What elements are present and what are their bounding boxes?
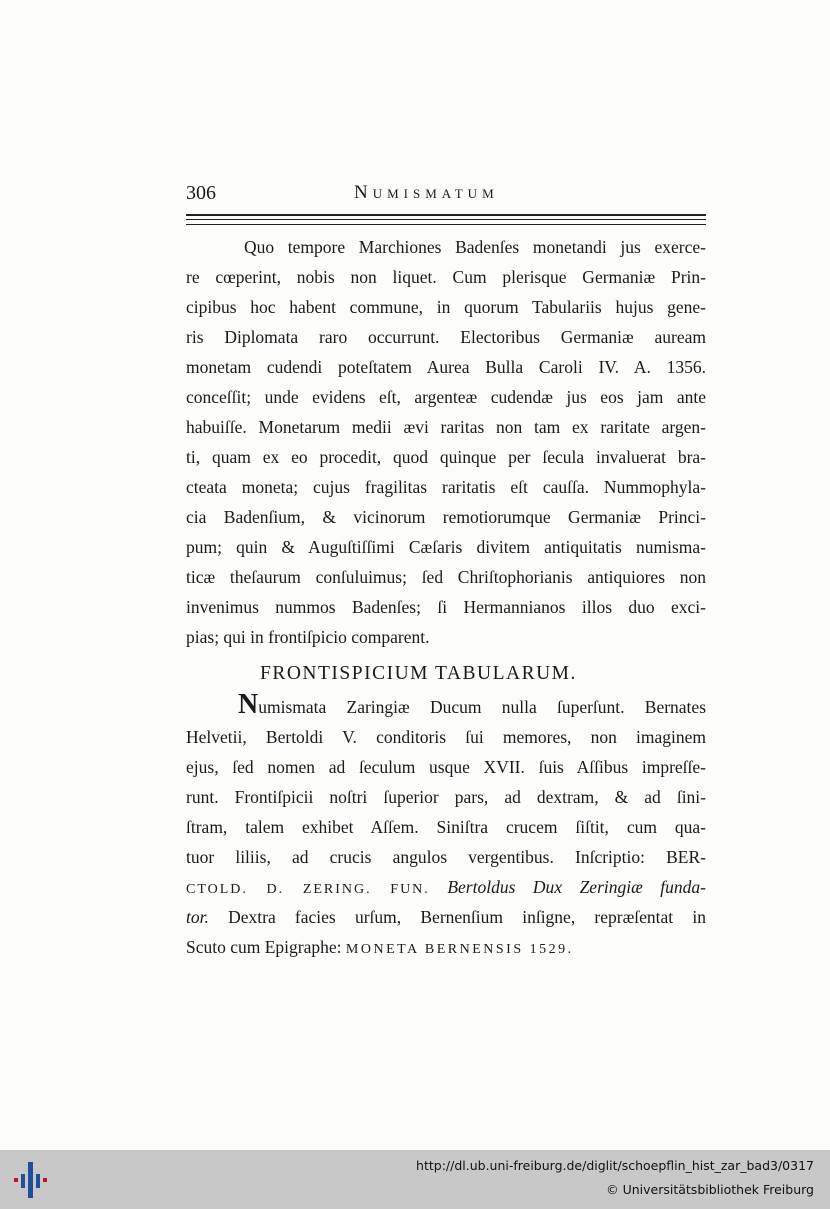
text-body — [186, 232, 706, 962]
italic-text: Bertoldus Dux Zeringiæ funda- — [447, 877, 706, 897]
text-line: cipibus hoc habent commune, in quorum Tabulariis hujus gene- — [186, 297, 706, 317]
text-line: pias; qui in frontiſpicio comparent. — [186, 627, 430, 647]
text-line: monetam cudendi poteſtatem Aurea Bulla Caroli IV. A. 1356. — [186, 357, 706, 377]
copyright-text: © Universitätsbibliothek Freiburg — [606, 1182, 814, 1197]
text-line — [186, 932, 706, 962]
text-line: tuor liliis, ad crucis angulos vergentibus. Inſcriptio: BER- — [186, 847, 706, 867]
drop-cap: N — [238, 689, 259, 720]
inscription-caps: MONETA BERNENSIS 1529. — [345, 942, 574, 957]
text-line — [186, 872, 706, 902]
inscription-caps: CTOLD. D. ZERING. FUN. — [186, 882, 430, 897]
text-line — [186, 689, 706, 722]
section-heading: FRONTISPICIUM TABULARUM. — [260, 663, 577, 684]
text-line: cia Badenſium, & vicinorum remotiorumque Germaniæ Princi- — [186, 507, 706, 527]
text-line: invenimus nummos Badenſes; ſi Hermannianos illos duo exci- — [186, 597, 706, 617]
text-span: umismata Zaringiæ Ducum nulla ſuperſunt. Bernates — [258, 697, 706, 717]
text-span: Scuto cum Epigraphe: — [186, 937, 342, 957]
permalink-url[interactable]: http://dl.ub.uni-freiburg.de/diglit/schoepflin_hist_zar_bad3/0317 — [416, 1158, 814, 1173]
ub-freiburg-logo-icon — [12, 1160, 52, 1200]
running-title: Numismatum — [354, 182, 499, 203]
italic-text: tor. — [186, 907, 209, 927]
header-rule — [186, 214, 706, 216]
text-span: Dextra facies urſum, Bernenſium inſigne, repræſentat in — [228, 907, 706, 927]
text-line: pum; quin & Auguſtiſſimi Cæſaris divitem antiquitatis numisma- — [186, 537, 706, 557]
text-line: Quo tempore Marchiones Badenſes monetandi jus exerce- — [244, 237, 706, 257]
text-line: ris Diplomata raro occurrunt. Electoribus Germaniæ auream — [186, 327, 706, 347]
text-line: ticæ theſaurum conſuluimus; ſed Chriſtophorianis antiquiores non — [186, 567, 706, 587]
text-line: Helvetii, Bertoldi V. conditoris ſui memores, non imaginem — [186, 727, 706, 747]
text-line: runt. Frontiſpicii noſtri ſuperior pars, ad dextram, & ad ſini- — [186, 787, 706, 807]
footer-bar — [0, 1150, 830, 1209]
header-rule — [186, 219, 706, 220]
text-line: ti, quam ex eo procedit, quod quinque per ſecula invaluerat bra- — [186, 447, 706, 467]
page-number: 306 — [186, 182, 216, 204]
header-rule — [186, 224, 706, 225]
text-line: conceſſit; unde evidens eſt, argenteæ cudendæ jus eos jam ante — [186, 387, 706, 407]
text-line: ſtram, talem exhibet Aſſem. Siniſtra crucem ſiſtit, cum qua- — [186, 817, 706, 837]
page-header — [186, 180, 706, 210]
text-line: ejus, ſed nomen ad ſeculum usque XVII. ſuis Aſſibus impreſſe- — [186, 757, 706, 777]
text-line: habuiſſe. Monetarum medii ævi raritas non tam ex raritate argen- — [186, 417, 706, 437]
text-line: cteata moneta; cujus fragilitas raritatis eſt cauſſa. Nummophyla- — [186, 477, 706, 497]
text-line: re cœperint, nobis non liquet. Cum plerisque Germaniæ Prin- — [186, 267, 706, 287]
text-line — [186, 902, 706, 932]
